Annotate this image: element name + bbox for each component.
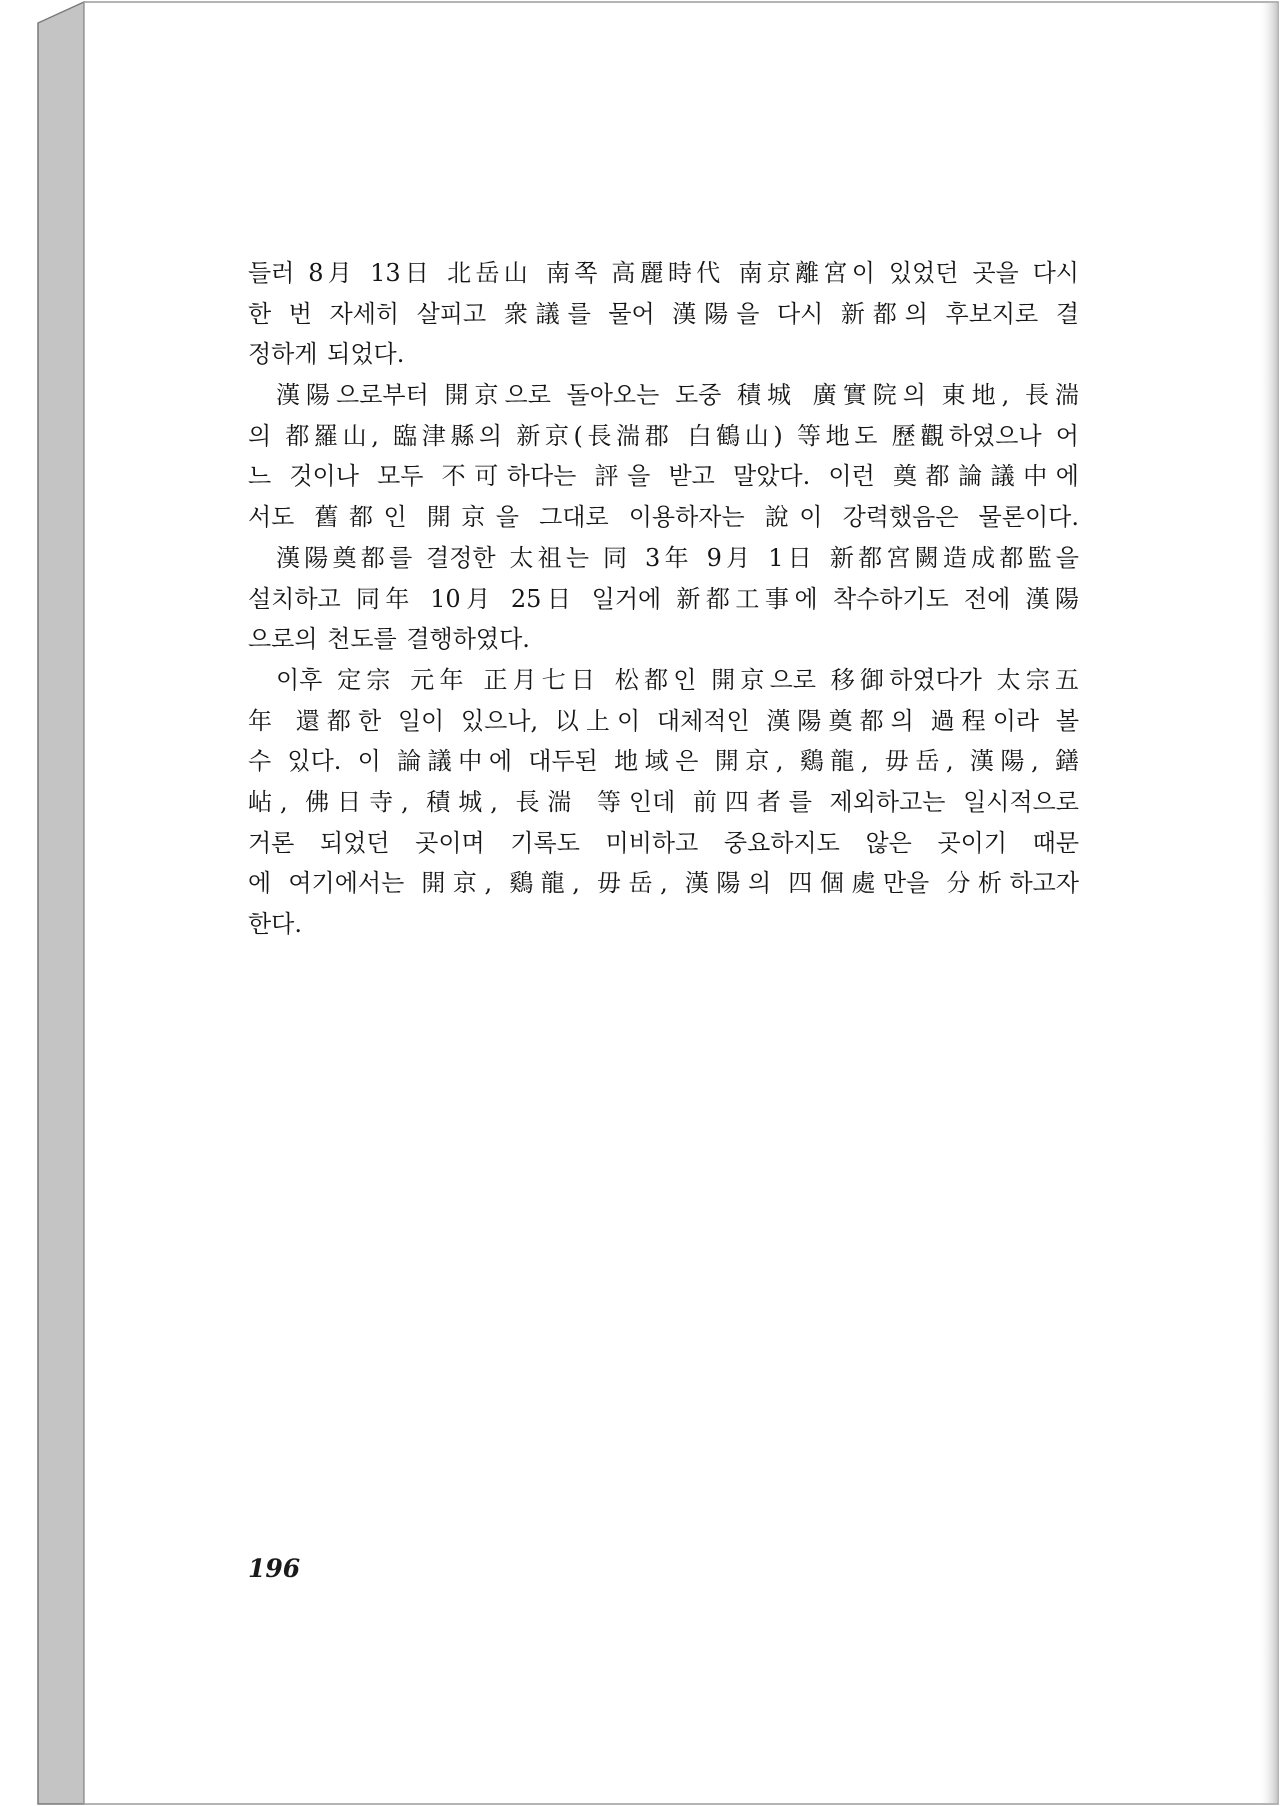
- text-line: 의 都羅山, 臨津縣의 新京(長湍郡 白鶴山) 等地도 歷觀하였으나 어: [248, 421, 1079, 450]
- text-line: 으로의 천도를 결행하였다.: [248, 625, 530, 654]
- paragraph: [248, 375, 1079, 538]
- paragraph: [248, 253, 1079, 375]
- text-line: 거론 되었던 곳이며 기록도 미비하고 중요하지도 않은 곳이기 때문: [248, 828, 1079, 857]
- book-spine-edge: [38, 2, 84, 1804]
- text-line: 정하게 되었다.: [248, 340, 405, 369]
- text-line: 들러 8月 13日 北岳山 南쪽 高麗時代 南京離宮이 있었던 곳을 다시: [248, 259, 1079, 287]
- text-line: 漢陽으로부터 開京으로 돌아오는 도중 積城 廣實院의 東地, 長湍: [276, 381, 1079, 410]
- text-line: 漢陽奠都를 결정한 太祖는 同 3年 9月 1日 新都宮闕造成都監을: [276, 543, 1079, 572]
- text-line: 年 還都한 일이 있으나, 以上이 대체적인 漢陽奠都의 過程이라 볼: [248, 706, 1079, 735]
- text-line: 느 것이나 모두 不可하다는 評을 받고 말았다. 이런 奠都論議中에: [248, 462, 1079, 491]
- text-line: 수 있다. 이 論議中에 대두된 地域은 開京, 鷄龍, 毋岳, 漢陽, 鐥: [248, 747, 1079, 776]
- page-right-shadow: [1258, 3, 1278, 1803]
- text-line: 이후 定宗 元年 正月七日 松都인 開京으로 移御하였다가 太宗五: [276, 665, 1079, 694]
- text-line: 한다.: [248, 910, 302, 938]
- body-text: [248, 253, 1079, 945]
- text-line: 한 번 자세히 살피고 衆議를 물어 漢陽을 다시 新都의 후보지로 결: [248, 299, 1079, 328]
- text-line: 서도 舊都인 開京을 그대로 이용하자는 說이 강력했음은 물론이다.: [248, 503, 1079, 532]
- paragraph: [248, 538, 1079, 660]
- text-line: 설치하고 同年 10月 25日 일거에 新都工事에 착수하기도 전에 漢陽: [248, 584, 1079, 613]
- text-line: 에 여기에서는 開京, 鷄龍, 毋岳, 漢陽의 四個處만을 分析하고자: [248, 869, 1079, 898]
- page-number: 196: [248, 1554, 301, 1583]
- paragraph: [248, 660, 1079, 945]
- text-line: 岾, 佛日寺, 積城, 長湍 等인데 前四者를 제외하고는 일시적으로: [248, 787, 1079, 816]
